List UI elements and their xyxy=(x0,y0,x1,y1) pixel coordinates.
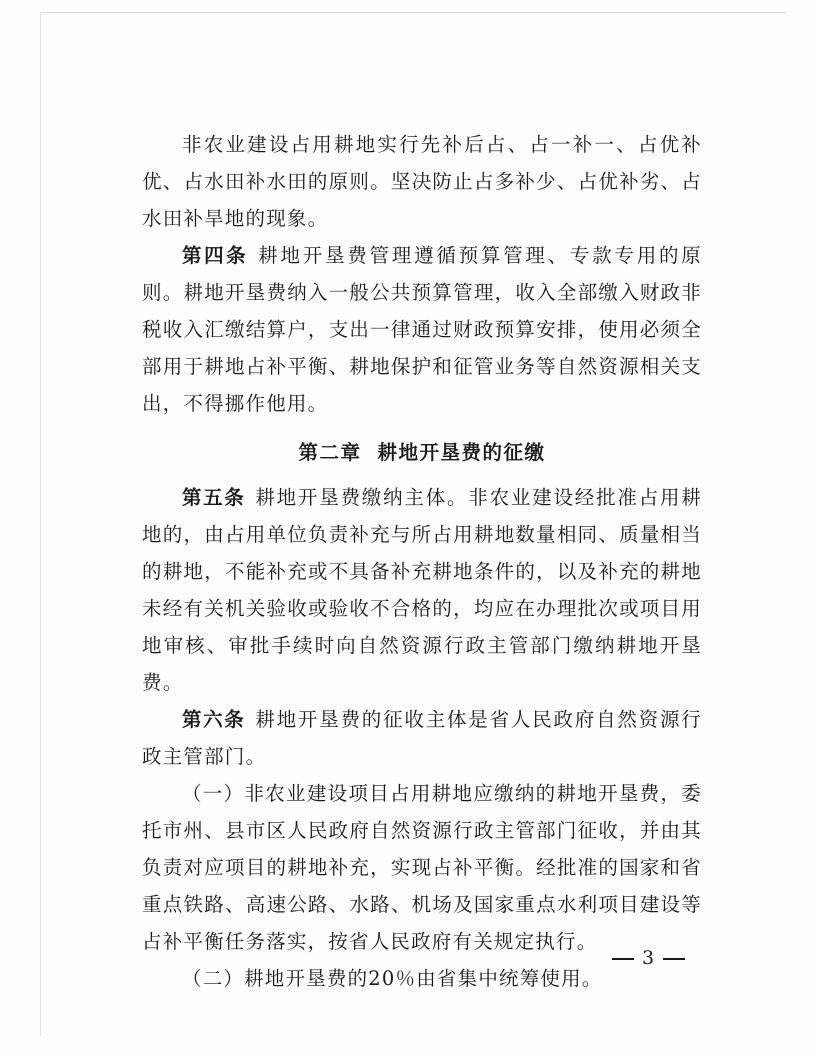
article-4 xyxy=(142,237,702,422)
document-body xyxy=(142,126,702,997)
scan-edge-top xyxy=(40,12,786,13)
chapter-number: 第二章 xyxy=(298,441,362,464)
article-5-body: 耕地开垦费缴纳主体。非农业建设经批准占用耕地的，由占用单位负责补充与所占用耕地数量相同、质量相当的耕地，不能补充或不具备补充耕地条件的，以及补充的耕地未经有关机关验收或验收不合格的，均应在办理批次或项目用地审核、审批手续时向自然资源行政主管部门缴纳耕地开垦费。 xyxy=(142,486,702,694)
page-number-dash-left xyxy=(612,958,634,960)
article-6-title: 第六条 xyxy=(182,708,246,731)
clause-1: （一）非农业建设项目占用耕地应缴纳的耕地开垦费，委托市州、县市区人民政府自然资源行政主管部门征收，并由其负责对应项目的耕地补充，实现占补平衡。经批准的国家和省重点铁路、高速公路、水路、机场及国家重点水利项目建设等占补平衡任务落实，按省人民政府有关规定执行。 xyxy=(142,782,702,953)
article-6-body: 耕地开垦费的征收主体是省人民政府自然资源行政主管部门。 xyxy=(142,708,702,768)
article-6 xyxy=(142,701,702,775)
chapter-heading xyxy=(142,434,702,471)
page-number-dash-right xyxy=(663,958,685,960)
article-5 xyxy=(142,479,702,701)
page-number xyxy=(612,946,685,970)
clause-2: （二）耕地开垦费的20％由省集中统筹使用。 xyxy=(182,967,603,990)
page-number-value: 3 xyxy=(642,947,656,969)
article-4-body: 耕地开垦费管理遵循预算管理、专款专用的原则。耕地开垦费纳入一般公共预算管理，收入全部缴入财政非税收入汇缴结算户，支出一律通过财政预算安排，使用必须全部用于耕地占补平衡、耕地保护和征管业务等自然资源相关支出，不得挪作他用。 xyxy=(142,244,702,415)
article-4-title: 第四条 xyxy=(182,244,249,267)
article-5-title: 第五条 xyxy=(182,486,246,509)
chapter-title: 耕地开垦费的征缴 xyxy=(377,441,546,464)
paragraph-principle: 非农业建设占用耕地实行先补后占、占一补一、占优补优、占水田补水田的原则。坚决防止占多补少、占优补劣、占水田补旱地的现象。 xyxy=(142,133,702,230)
scan-edge-left xyxy=(40,12,41,1036)
